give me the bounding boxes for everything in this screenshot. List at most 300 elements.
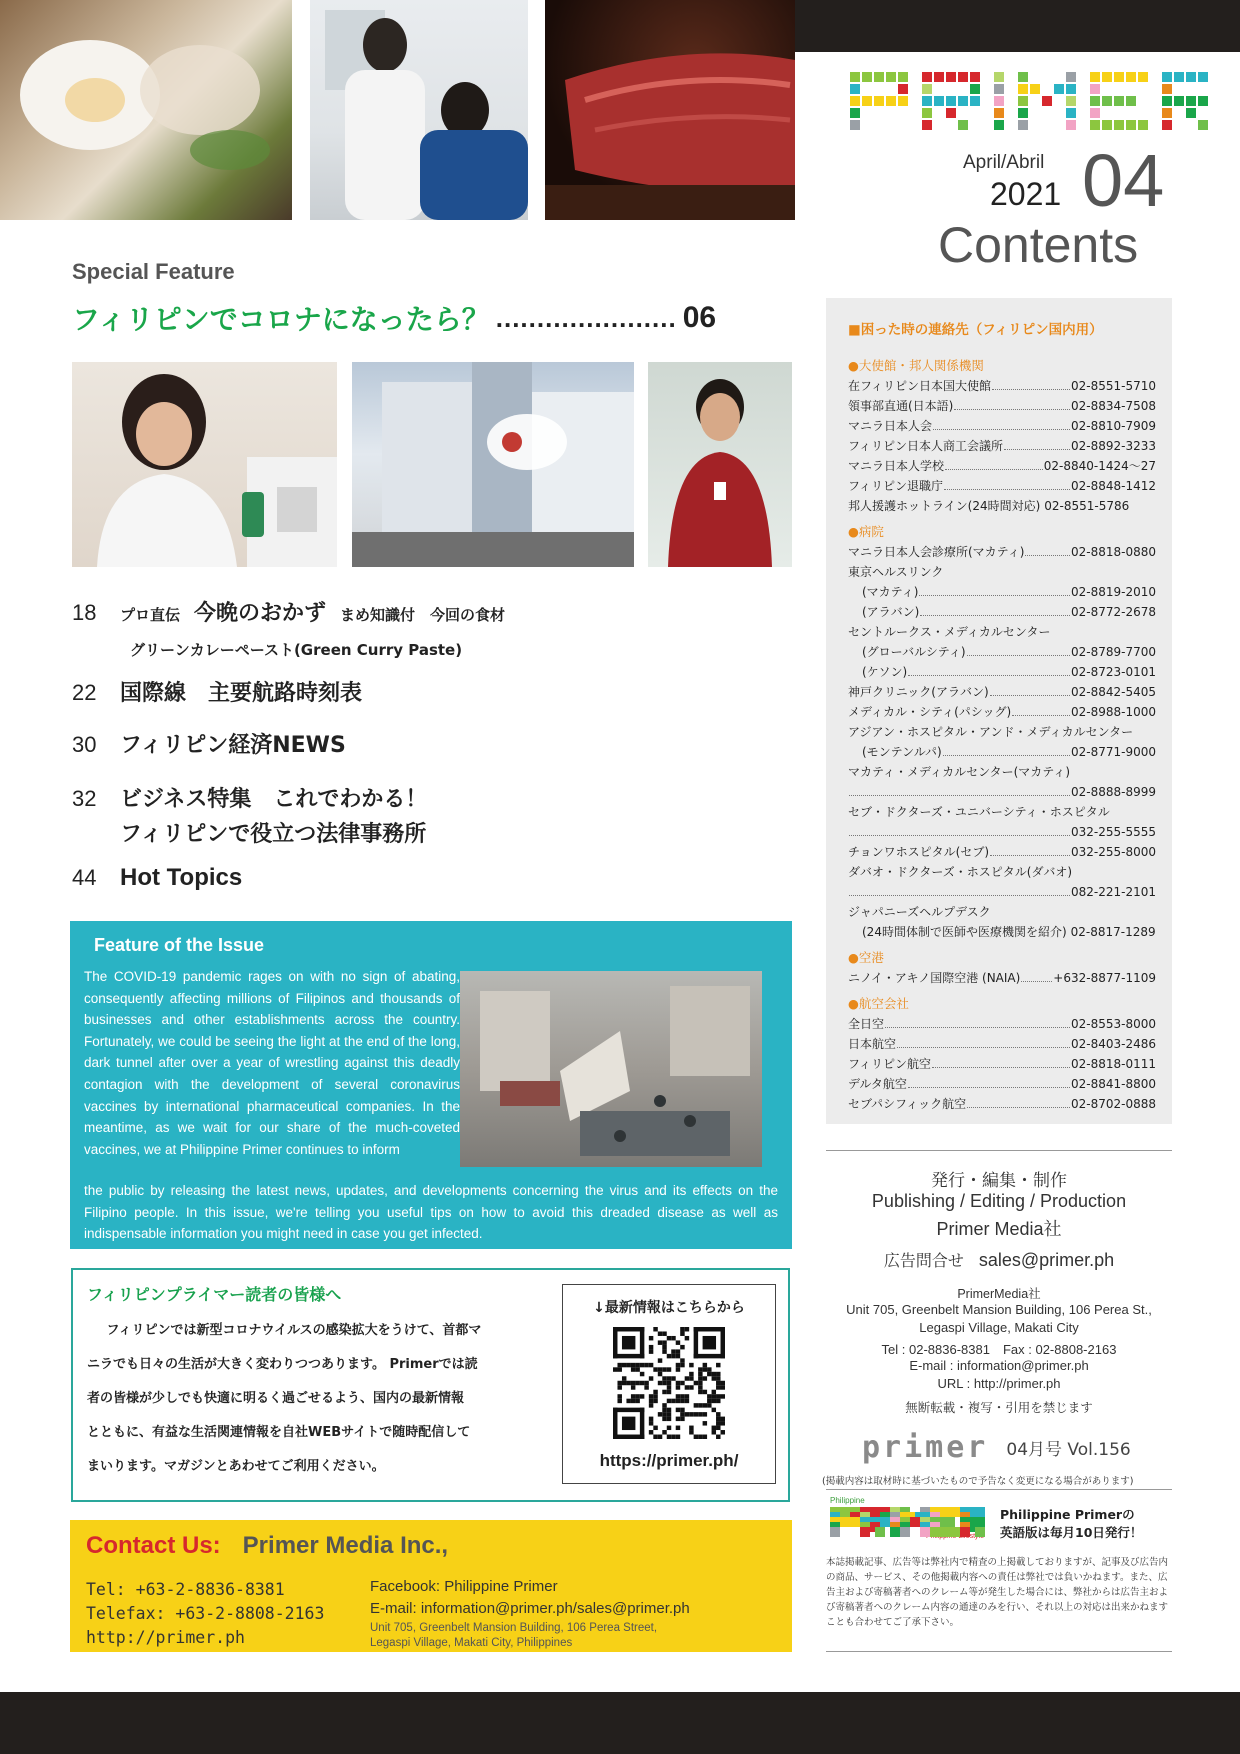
year-label: 2021	[990, 176, 1062, 212]
logo-cell	[1042, 120, 1052, 130]
contact-row	[848, 542, 1156, 562]
contact-email[interactable]: E-mail: information@primer.ph/sales@primer.ph	[370, 1600, 690, 1617]
logo-cell	[1054, 72, 1064, 82]
logo-cell	[922, 84, 932, 94]
logo-cell	[1090, 84, 1100, 94]
divider	[826, 1489, 1172, 1490]
toc-title-line2: フィリピンで役立つ法律事務所	[120, 822, 427, 847]
logo-cell	[1066, 120, 1076, 130]
issue-volume: 04月号 Vol.156	[1006, 1440, 1131, 1460]
contact-phone[interactable]: 082-221-2101	[1070, 885, 1156, 899]
leader-dots	[919, 582, 1070, 596]
logo-cell	[1174, 120, 1184, 130]
logo-cell	[946, 120, 956, 130]
logo-cell	[1150, 108, 1160, 118]
contact-row	[848, 416, 1156, 436]
contact-name: セブパシフィック航空	[848, 1097, 967, 1111]
toc-category: プロ直伝	[120, 606, 181, 624]
contacts-list	[848, 350, 1156, 1114]
leader-dots	[920, 602, 1070, 616]
contact-heading	[86, 1532, 448, 1560]
contact-name: 日本航空	[848, 1037, 897, 1051]
logo-cell	[1030, 84, 1040, 94]
toc-entry-30[interactable]	[72, 728, 346, 759]
logo-cell	[874, 72, 884, 82]
contact-row	[848, 496, 1156, 516]
logo-cell	[922, 72, 932, 82]
logo-cell	[975, 1527, 985, 1537]
contact-web-link[interactable]: http://primer.ph	[86, 1628, 245, 1647]
leader-dots	[1041, 496, 1043, 509]
logo-cell	[1042, 108, 1052, 118]
contact-section-heading: ●航空会社	[848, 996, 909, 1011]
logo-cell	[1054, 108, 1064, 118]
logo-cell	[910, 96, 920, 106]
logo-cell	[1018, 72, 1028, 82]
toc-entry-22[interactable]	[72, 676, 362, 707]
man-photo	[648, 362, 792, 567]
feature-title: Feature of the Issue	[94, 935, 265, 955]
ad-contact	[826, 1248, 1172, 1271]
logo-cell	[886, 120, 896, 130]
contact-phone[interactable]: 02-8817-1289	[1070, 925, 1156, 939]
feature-of-issue-box	[70, 921, 792, 1249]
logo-cell	[1030, 72, 1040, 82]
english-note-2: 英語版は毎月10日発行！	[1000, 1525, 1143, 1540]
logo-cell	[1078, 84, 1088, 94]
logo-cell	[1150, 84, 1160, 94]
logo-cell	[946, 108, 956, 118]
contact-phone[interactable]: 02-8988-1000	[1070, 705, 1156, 719]
toc-page-number: 30	[72, 732, 97, 757]
contact-name: 全日空	[848, 1017, 885, 1031]
contact-phone[interactable]: 02-8841-8800	[1070, 1077, 1156, 1091]
woman-photo	[72, 362, 337, 567]
logo-cell	[1126, 96, 1136, 106]
logo-cell	[970, 108, 980, 118]
toc-title: ビジネス特集 これでわかる！	[120, 787, 428, 812]
feature-text-narrow: The COVID-19 pandemic rages on with no sign of abating, consequently affecting millions of Filipinos and thousands of businesses and other establishments across the country. Fortunately, we could be seeing the light at the end of the long, dark tunnel after over a year of wrestling against this deadly contagion with the development of several coronavirus vaccines by international pharmaceutical companies. In the meantime, as we wait for our share of the much-coveted vaccines, we at Philippine Primer continues to inform	[84, 969, 460, 1157]
qr-box[interactable]	[562, 1284, 776, 1484]
logo-cell	[862, 96, 872, 106]
contact-phone[interactable]: 02-8723-0101	[1070, 665, 1156, 679]
man-illustration	[648, 362, 792, 567]
logo-cell	[862, 84, 872, 94]
contact-address-2: Legaspi Village, Makati City, Philippines	[370, 1637, 573, 1649]
ad-email[interactable]: sales@primer.ph	[978, 1250, 1115, 1270]
logo-cell	[1054, 96, 1064, 106]
readers-body	[87, 1314, 557, 1484]
logo-cell	[934, 96, 944, 106]
disclaimer: (掲載内容は取材時に基づいたもので予告なく変更になる場合があります)	[822, 1476, 1134, 1487]
readers-line: まいります。マガジンとあわせてご利用ください。	[87, 1459, 385, 1474]
qr-label: ↓最新情報はこちらから	[593, 1300, 745, 1316]
logo-cell	[862, 72, 872, 82]
logo-cell	[898, 96, 908, 106]
special-feature-page: 06	[682, 301, 717, 334]
contact-name: 領事部直通(日本語)	[848, 399, 954, 413]
contact-row	[848, 902, 1156, 922]
company-small: PrimerMedia社	[957, 1287, 1041, 1301]
logo-cell	[1186, 120, 1196, 130]
logo-cell	[934, 84, 944, 94]
logo-cell	[1198, 108, 1208, 118]
contact-name: フィリピン日本人商工会議所	[848, 439, 1004, 453]
contact-name: セントルークス・メディカルセンター	[848, 625, 1051, 639]
leader-dots	[885, 1014, 1070, 1028]
contact-phone[interactable]: 02-8771-9000	[1070, 745, 1156, 759]
logo-cell	[1114, 84, 1124, 94]
logo-cell	[1102, 108, 1112, 118]
contact-row	[848, 742, 1156, 762]
logo-cell	[1006, 120, 1016, 130]
woman-illustration	[72, 362, 337, 567]
leader-dots	[849, 882, 1070, 896]
contact-name: フィリピン航空	[848, 1057, 932, 1071]
contact-name: チョンワホスピタル(セブ)	[848, 845, 990, 859]
logo-cell	[1126, 72, 1136, 82]
special-feature-label: Special Feature	[72, 259, 235, 284]
contact-phone[interactable]: 032-255-5555	[1070, 825, 1156, 839]
leader-dots	[932, 1054, 1070, 1068]
logo-cell	[1018, 108, 1028, 118]
logo-cell	[1162, 72, 1172, 82]
logo-cell	[1186, 96, 1196, 106]
logo-cell	[1090, 108, 1100, 118]
contact-phone[interactable]: 02-8702-0888	[1070, 1097, 1156, 1111]
contact-phone[interactable]: 02-8840-1424〜27	[1043, 459, 1156, 473]
contact-row	[848, 968, 1156, 988]
contact-phone[interactable]: 02-8892-3233	[1070, 439, 1156, 453]
readers-line: とともに、有益な生活関連情報を自社WEBサイトで随時配信して	[87, 1425, 471, 1440]
contact-row	[848, 662, 1156, 682]
logo-cell	[958, 120, 968, 130]
toc-page-number: 32	[72, 786, 97, 811]
food-illustration	[0, 0, 292, 220]
logo-cell	[1090, 120, 1100, 130]
contact-address-1: Unit 705, Greenbelt Mansion Building, 106 Perea Street,	[370, 1622, 658, 1634]
contact-row	[848, 702, 1156, 722]
leader-dots: ......................	[495, 302, 677, 333]
logo-cell	[898, 108, 908, 118]
contact-row	[848, 642, 1156, 662]
toc-title: 国際線 主要航路時刻表	[120, 681, 363, 706]
special-feature-row[interactable]	[72, 298, 792, 338]
toc-entry-18[interactable]	[72, 596, 792, 660]
logo-cell	[922, 120, 932, 130]
contact-phone[interactable]: 02-8403-2486	[1070, 1037, 1156, 1051]
logo-cell	[886, 84, 896, 94]
readers-title: フィリピンプライマー読者の皆様へ	[87, 1285, 342, 1304]
logo-cell	[958, 84, 968, 94]
english-logo-sub: Lifestyle	[958, 1533, 984, 1540]
contact-row	[848, 456, 1156, 476]
english-note-1: Philippine Primerの	[1000, 1507, 1135, 1522]
contact-row	[848, 602, 1156, 622]
contact-phone[interactable]: 02-8553-8000	[1070, 1017, 1156, 1031]
publisher-address-2: Legaspi Village, Makati City	[919, 1320, 1079, 1335]
logo-cell	[946, 72, 956, 82]
contact-phone[interactable]: 02-8819-2010	[1070, 585, 1156, 599]
contact-name: ニノイ・アキノ国際空港 (NAIA)	[848, 971, 1021, 985]
logo-cell	[898, 72, 908, 82]
contents-heading: Contents	[938, 217, 1139, 273]
logo-cell	[958, 108, 968, 118]
leader-dots	[897, 1034, 1070, 1048]
contact-row	[848, 1054, 1156, 1074]
leader-dots	[944, 476, 1070, 490]
logo-cell	[934, 72, 944, 82]
qr-url[interactable]: https://primer.ph/	[599, 1451, 739, 1470]
contact-row	[848, 622, 1156, 642]
logo-cell	[1186, 108, 1196, 118]
toc-entry-32[interactable]	[72, 782, 427, 848]
logo-cell	[1174, 96, 1184, 106]
steak-illustration	[545, 0, 795, 220]
contact-row	[848, 476, 1156, 496]
contact-name: マニラ日本人会	[848, 419, 933, 433]
logo-cell	[1066, 108, 1076, 118]
logo-cell	[1078, 120, 1088, 130]
leader-dots	[990, 842, 1070, 856]
legal-notice: 本誌掲載記事、広告等は弊社内で精査の上掲載しておりますが、記事及び広告内の商品、サービス、その他掲載内容への責任は弊社では負いかねます。また、広告主および寄稿著者へのクレーム等が発生した場合には、弊社からは広告主および寄稿著者へのクレーム内容の通達のみを行い、それ以上の対応は出来かねますことも合わせてご了承下さい。	[826, 1557, 1169, 1628]
logo-cell	[1006, 96, 1016, 106]
ad-label: 広告問合せ	[883, 1251, 964, 1270]
contact-name: (モンテンルパ)	[862, 745, 942, 759]
logo-cell	[970, 120, 980, 130]
contact-row	[848, 562, 1156, 582]
leader-dots	[943, 742, 1070, 756]
logo-cell	[862, 108, 872, 118]
contact-title: Contact Us:	[86, 1532, 221, 1559]
contact-name: 東京ヘルスリンク	[848, 565, 944, 579]
contact-name: マニラ日本人学校	[848, 459, 945, 473]
contact-phone[interactable]: 02-8551-5786	[1044, 499, 1130, 513]
logo-cell	[1198, 72, 1208, 82]
food-photo	[0, 0, 292, 220]
logo-cell	[1126, 84, 1136, 94]
logo-cell	[982, 96, 992, 106]
logo-cell	[1198, 96, 1208, 106]
contact-name: (24時間体制で医師や医療機関を紹介)	[862, 925, 1067, 939]
publisher-url[interactable]: URL : http://primer.ph	[937, 1376, 1061, 1391]
qr-code-icon[interactable]	[613, 1327, 725, 1439]
logo-cell	[1150, 96, 1160, 106]
leader-dots	[1068, 922, 1070, 935]
footer-dark-bar	[0, 1692, 1240, 1754]
logo-cell	[970, 84, 980, 94]
english-logo-top: Philippine	[830, 1496, 865, 1505]
logo-cell	[1042, 96, 1052, 106]
logo-cell	[1078, 96, 1088, 106]
contact-row	[848, 436, 1156, 456]
contact-phone[interactable]: 02-8848-1412	[1070, 479, 1156, 493]
contact-section-heading: ●大使館・邦人関係機関	[848, 358, 984, 373]
logo-cell	[1006, 84, 1016, 94]
logo-cell	[874, 84, 884, 94]
logo-cell	[1138, 108, 1148, 118]
logo-cell	[934, 120, 944, 130]
logo-cell	[886, 108, 896, 118]
leader-dots	[1012, 702, 1070, 716]
divider	[826, 1150, 1172, 1151]
toc-entry-44[interactable]	[72, 864, 242, 892]
logo-cell	[994, 84, 1004, 94]
leader-dots	[933, 416, 1070, 430]
contact-phone[interactable]: 02-8789-7700	[1070, 645, 1156, 659]
logo-cell	[994, 96, 1004, 106]
logo-cell	[982, 72, 992, 82]
logo-cell	[1114, 120, 1124, 130]
panel-title: ■困った時の連絡先（フィリピン国内用）	[848, 322, 1103, 338]
leader-dots	[849, 822, 1070, 836]
logo-cell	[982, 120, 992, 130]
logo-cell	[922, 108, 932, 118]
logo-cell	[1174, 72, 1184, 82]
readers-line: フィリピンでは新型コロナウイルスの感染拡大をうけて、首都マ	[106, 1323, 482, 1338]
logo-cell	[874, 120, 884, 130]
contact-name: マカティ・メディカルセンター(マカティ)	[848, 765, 1071, 779]
leader-dots	[945, 456, 1043, 470]
contact-section-heading: ●病院	[848, 524, 884, 539]
logo-cell	[1018, 96, 1028, 106]
leader-dots	[1004, 436, 1070, 450]
logo-cell	[850, 120, 860, 130]
toc-page-number: 18	[72, 600, 97, 625]
leader-dots	[990, 682, 1070, 696]
doctor-illustration	[310, 0, 528, 220]
leader-dots	[1021, 968, 1052, 982]
doctor-photo	[310, 0, 528, 220]
contact-name: (マカティ)	[862, 585, 919, 599]
readers-message-box	[71, 1268, 790, 1502]
logo-cell	[874, 108, 884, 118]
leader-dots	[954, 396, 1070, 410]
contact-phone[interactable]: 02-8818-0880	[1070, 545, 1156, 559]
feature-text-wide: the public by releasing the latest news, updates, and developments concerning the virus and its effects on the Filipino people. In this issue, we're telling you useful tips on how to avoid this dreaded disease as well as indispensable information you might need in case you get infected.	[84, 1183, 778, 1242]
logo-cell	[1174, 84, 1184, 94]
contact-row	[848, 722, 1156, 742]
logo-cell	[946, 84, 956, 94]
logo-cell	[1054, 120, 1064, 130]
logo-cell	[1114, 72, 1124, 82]
contact-row	[848, 376, 1156, 396]
contact-row	[848, 1094, 1156, 1114]
contact-phone[interactable]: +632-8877-1109	[1053, 971, 1156, 985]
contact-row	[848, 882, 1156, 902]
primer-mini-logo: primer	[862, 1430, 989, 1465]
contact-name: ジャパニーズヘルプデスク	[848, 905, 991, 919]
contact-phone[interactable]: 02-8834-7508	[1070, 399, 1156, 413]
logo-cell	[1126, 108, 1136, 118]
logo-cell	[1162, 84, 1172, 94]
contact-section-heading: ●空港	[848, 950, 884, 965]
logo-cell	[1102, 72, 1112, 82]
logo-cell	[850, 96, 860, 106]
leader-dots	[967, 642, 1070, 656]
contact-row	[848, 396, 1156, 416]
contact-phone[interactable]: 02-8888-8999	[1070, 785, 1156, 799]
contact-facebook[interactable]: Facebook: Philippine Primer	[370, 1578, 558, 1595]
publisher-address-1: Unit 705, Greenbelt Mansion Building, 106 Perea St.,	[846, 1302, 1152, 1317]
contact-row	[848, 1034, 1156, 1054]
logo-cell	[1090, 72, 1100, 82]
logo-cell	[1150, 72, 1160, 82]
logo-cell	[946, 96, 956, 106]
logo-cell	[1114, 96, 1124, 106]
contact-phone[interactable]: 02-8818-0111	[1070, 1057, 1156, 1071]
logo-cell	[1066, 84, 1076, 94]
logo-cell	[958, 72, 968, 82]
contact-tel: Tel: +63-2-8836-8381	[86, 1580, 285, 1599]
contact-phone[interactable]: 02-8772-2678	[1070, 605, 1156, 619]
contact-name: (グローバルシティ)	[862, 645, 966, 659]
english-note	[1000, 1506, 1142, 1542]
contact-phone[interactable]: 02-8842-5405	[1070, 685, 1156, 699]
contact-telefax: Telefax: +63-2-8808-2163	[86, 1604, 325, 1623]
contact-name: 神戸クリニック(アラバン)	[848, 685, 989, 699]
logo-cell	[958, 96, 968, 106]
logo-cell	[1030, 108, 1040, 118]
logo-cell	[1162, 108, 1172, 118]
date-label: April/Abril	[963, 152, 1045, 173]
logo-cell	[886, 96, 896, 106]
toc-title: 今晩のおかず	[194, 601, 327, 626]
contact-row	[848, 862, 1156, 882]
contact-phone[interactable]: 02-8551-5710	[1070, 379, 1156, 393]
contact-name: マニラ日本人会診療所(マカティ)	[848, 545, 1025, 559]
logo-cell	[1114, 108, 1124, 118]
contact-name: アジアン・ホスピタル・アンド・メディカルセンター	[848, 725, 1134, 739]
logo-cell	[1138, 72, 1148, 82]
contact-row	[848, 822, 1156, 842]
logo-cell	[1078, 108, 1088, 118]
special-feature-title: フィリピンでコロナになったら？	[72, 303, 490, 336]
logo-cell	[994, 72, 1004, 82]
contact-us-box	[70, 1520, 792, 1652]
contact-phone[interactable]: 032-255-8000	[1070, 845, 1156, 859]
contact-name: ダバオ・ドクターズ・ホスピタル(ダバオ)	[848, 865, 1073, 879]
toc-subline: グリーンカレーペースト(Green Curry Paste)	[130, 641, 463, 659]
logo-cell	[1162, 96, 1172, 106]
publisher-email[interactable]: E-mail : information@primer.ph	[909, 1358, 1089, 1373]
logo-cell	[1186, 72, 1196, 82]
logo-cell	[994, 120, 1004, 130]
primer-color-logo	[830, 1507, 984, 1531]
leader-dots	[967, 1094, 1070, 1108]
logo-cell	[1066, 72, 1076, 82]
logo-cell	[1030, 120, 1040, 130]
logo-cell	[982, 84, 992, 94]
copyright-note: 無断転載・複写・引用を禁じます	[905, 1400, 1093, 1415]
toc-page-number: 44	[72, 865, 97, 890]
contact-name: メディカル・シティ(パシッグ)	[848, 705, 1012, 719]
logo-cell	[922, 96, 932, 106]
logo-cell	[1198, 84, 1208, 94]
logo-cell	[898, 84, 908, 94]
leader-dots	[849, 782, 1070, 796]
leader-dots	[908, 1074, 1070, 1088]
logo-cell	[982, 108, 992, 118]
logo-cell	[1138, 84, 1148, 94]
contact-phone[interactable]: 02-8810-7909	[1070, 419, 1156, 433]
divider	[826, 1651, 1172, 1652]
readers-line: 者の皆様が少しでも快適に明るく過ごせるよう、国内の最新情報	[87, 1391, 465, 1406]
logo-cell	[1186, 84, 1196, 94]
header-dark-bar	[795, 0, 1240, 52]
toc-title: Hot Topics	[120, 864, 243, 891]
logo-cell	[1006, 108, 1016, 118]
